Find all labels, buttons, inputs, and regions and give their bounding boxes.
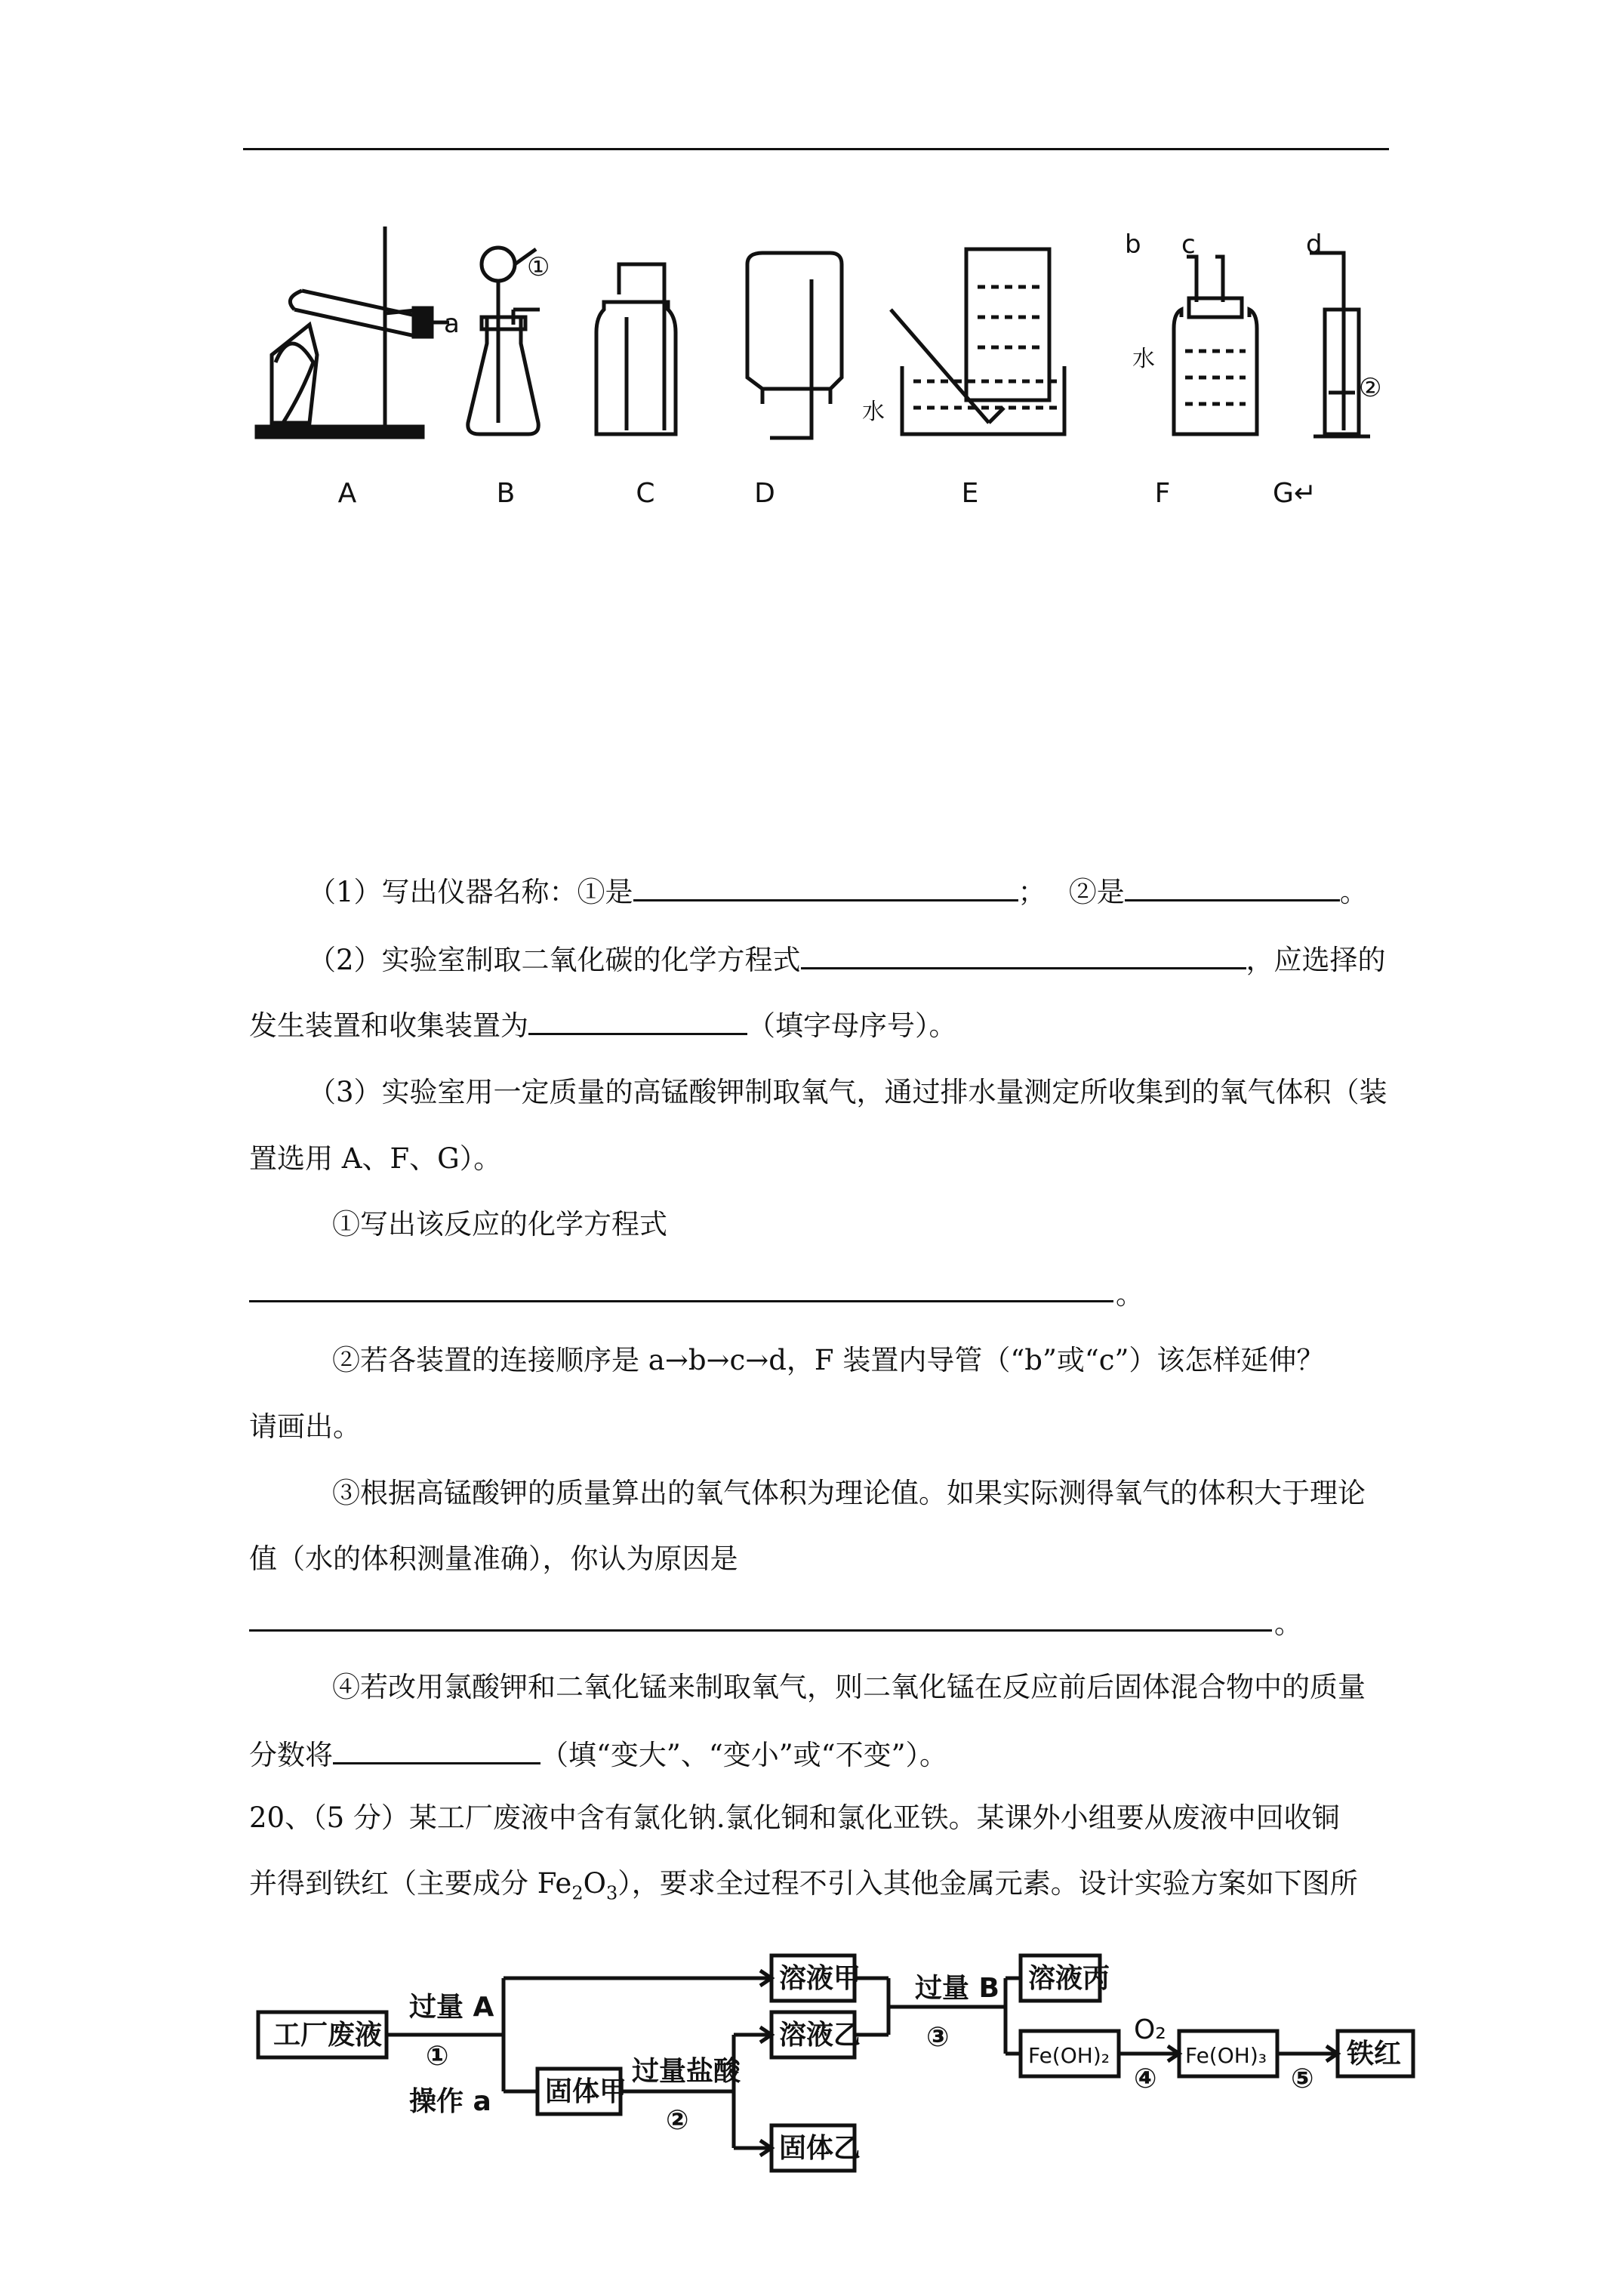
apparatus-g — [1310, 253, 1370, 436]
label-apparatus-e: E — [961, 478, 979, 509]
period: 。 — [1116, 1278, 1144, 1311]
flow-waste: 工厂废液 — [273, 2020, 383, 2051]
question-3-4-line1: ④若改用氯酸钾和二氧化锰来制取氧气，则二氧化锰在反应前后固体混合物中的质量 — [332, 1671, 1366, 1703]
apparatus-figure — [242, 219, 1427, 521]
label-apparatus-c: C — [636, 478, 655, 509]
label-apparatus-b: B — [496, 478, 516, 509]
label-apparatus-g: G↵ — [1272, 478, 1317, 509]
flow-feoh3: Fe(OH)₃ — [1185, 2043, 1267, 2068]
flowchart — [251, 1940, 1428, 2174]
question-3-3-line1: ③根据高锰酸钾的质量算出的氧气体积为理论值。如果实际测得氧气的体积大于理论 — [332, 1477, 1366, 1509]
answer-blank[interactable] — [333, 1735, 540, 1764]
question-3-2-line2: 请画出。 — [249, 1410, 361, 1443]
question-1: （1）写出仪器名称：①是 ； ②是 。 — [308, 872, 1368, 911]
answer-blank[interactable] — [633, 872, 1018, 901]
flow-step5: ⑤ — [1291, 2063, 1314, 2094]
apparatus-d — [747, 253, 842, 438]
apparatus-e — [891, 249, 1064, 434]
label-b: b — [1125, 230, 1141, 260]
question-3-line1: （3）实验室用一定质量的高锰酸钾制取氧气，通过排水量测定所收集到的氧气体积（装 — [308, 1076, 1387, 1108]
flow-excess-b: 过量 B — [915, 1973, 999, 2004]
label-apparatus-d: D — [754, 478, 775, 509]
question-2-line2: 发生装置和收集装置为 （填字母序号）。 — [249, 1006, 957, 1045]
flow-solution-b: 溶液乙 — [779, 2020, 861, 2051]
question-3-2-line1: ②若各装置的连接顺序是 a→b→c→d，F 装置内导管（“b”或“c”）该怎样延伸？ — [332, 1344, 1325, 1376]
flow-solution-c: 溶液丙 — [1028, 1963, 1110, 1994]
flow-solid-a: 固体甲 — [545, 2076, 627, 2107]
apparatus-f — [1174, 257, 1257, 434]
flow-solution-a: 溶液甲 — [779, 1963, 861, 1994]
flow-excess-a: 过量 A — [409, 1992, 494, 2023]
circle-1-mark: ① — [527, 252, 550, 282]
label-a: a — [444, 309, 460, 339]
circle-2-mark: ② — [1359, 373, 1382, 403]
answer-line[interactable] — [249, 1300, 1113, 1302]
flow-step1: ① — [426, 2041, 449, 2072]
apparatus-a — [257, 227, 449, 437]
question-3-1: ①写出该反应的化学方程式 — [332, 1208, 667, 1240]
answer-line[interactable] — [249, 1629, 1272, 1632]
flow-solid-b: 固体乙 — [779, 2133, 861, 2164]
label-apparatus-a: A — [337, 478, 357, 509]
flow-iron-red: 铁红 — [1347, 2039, 1402, 2069]
question-20-line2: 并得到铁红（主要成分 $Fe_2O_3$），要求全过程不引入其他金属元素。设计实验方案如下图所 — [249, 1867, 1358, 1904]
flow-op-a: 操作 a — [409, 2086, 491, 2117]
flow-step2: ② — [666, 2105, 689, 2136]
flow-o2: O₂ — [1134, 2014, 1166, 2045]
water-label-f: 水 — [1132, 346, 1155, 372]
label-c: c — [1181, 230, 1196, 260]
answer-blank[interactable] — [801, 940, 1246, 969]
label-d: d — [1306, 230, 1323, 260]
period: 。 — [1274, 1607, 1302, 1640]
question-3-4-line2: 分数将 （填“变大”、“变小”或“不变”）。 — [249, 1735, 947, 1774]
answer-blank[interactable] — [528, 1006, 747, 1035]
question-3-line2: 置选用 A、F、G）。 — [249, 1142, 502, 1175]
question-3-3-line2: 值（水的体积测量准确），你认为原因是 — [249, 1542, 738, 1575]
flow-feoh2: Fe(OH)₂ — [1028, 2043, 1110, 2068]
flow-excess-hcl: 过量盐酸 — [632, 2056, 741, 2087]
water-label-e: 水 — [862, 399, 885, 425]
answer-blank[interactable] — [1125, 872, 1340, 901]
header-rule — [243, 148, 1389, 150]
flow-step3: ③ — [926, 2022, 950, 2053]
question-2-line1: （2）实验室制取二氧化碳的化学方程式 ，应选择的 — [308, 940, 1386, 979]
label-apparatus-f: F — [1154, 478, 1171, 509]
question-20-line1: 20、（5 分）某工厂废液中含有氯化钠.氯化铜和氯化亚铁。某课外小组要从废液中回收铜 — [249, 1801, 1340, 1834]
apparatus-c — [596, 264, 676, 434]
flow-step4: ④ — [1134, 2063, 1157, 2094]
